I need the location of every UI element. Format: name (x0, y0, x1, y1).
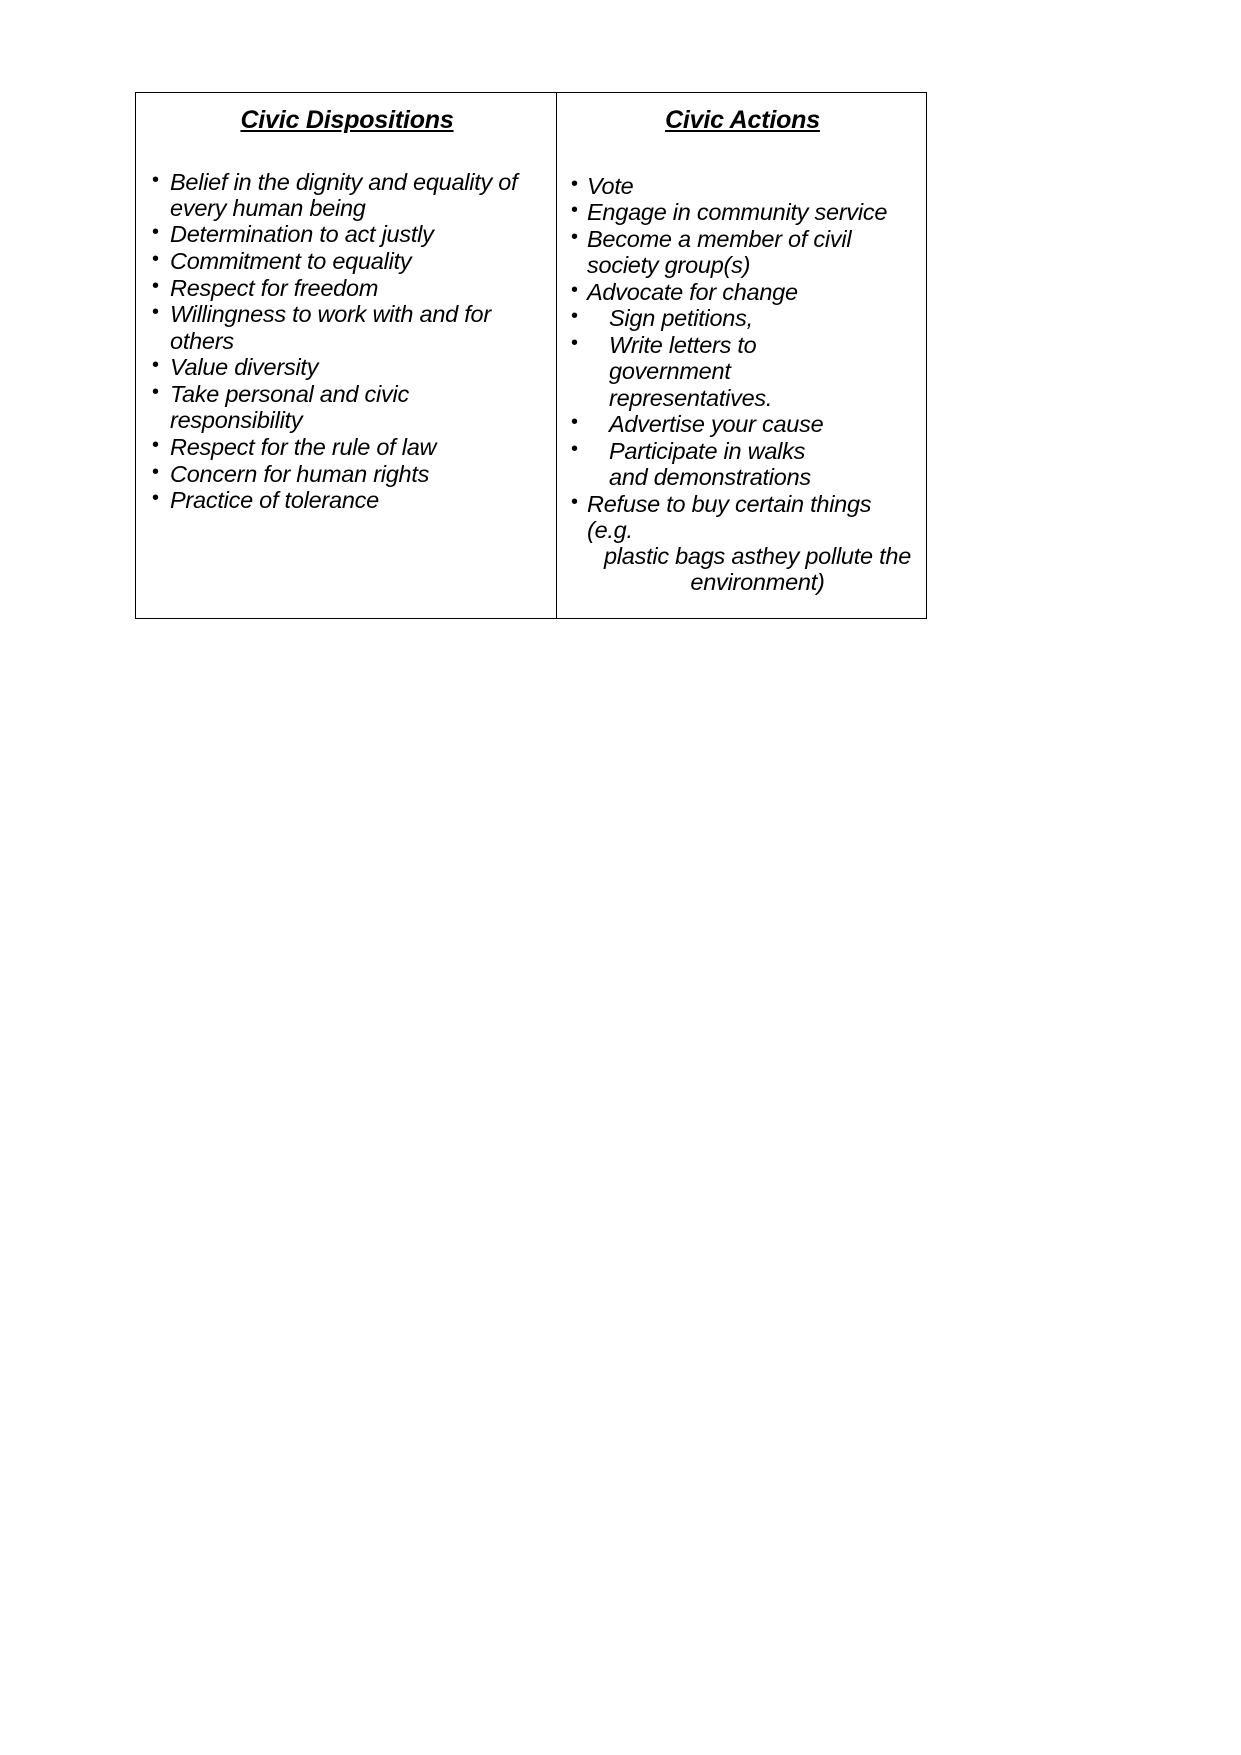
list-item-text: Respect for the rule of law (170, 433, 437, 460)
list-item-text: Become a member of civil (587, 225, 852, 252)
table-cell-civic-dispositions (136, 93, 557, 619)
civic-actions-list (567, 173, 918, 596)
civic-table (135, 92, 927, 619)
list-item (148, 487, 546, 513)
list-item-text: Take personal and civic responsibility (170, 381, 409, 434)
list-item-continuation: society group(s) (587, 252, 751, 279)
list-item (148, 275, 546, 301)
list-item (148, 221, 546, 247)
list-item (148, 248, 546, 274)
list-item (148, 354, 546, 380)
list-item (567, 438, 918, 490)
list-item (567, 332, 918, 411)
list-item-text: Write letters to (609, 332, 757, 359)
column-header-civic-dispositions: Civic Dispositions (240, 106, 454, 134)
civic-dispositions-list (148, 169, 546, 514)
list-item-continuation: environment) (690, 569, 825, 596)
list-item (567, 305, 918, 331)
list-item-text: Belief in the dignity and equality of (170, 168, 518, 195)
list-item (148, 169, 546, 221)
list-item (148, 434, 546, 460)
list-item-continuation: and demonstrations (609, 464, 811, 491)
list-item-text: Commitment to equality (170, 248, 412, 275)
table-row (136, 93, 927, 619)
list-item-text: Vote (587, 172, 634, 199)
list-item-continuation: plastic bags asthey pollute the (603, 543, 912, 570)
cell-bottom-spacer (567, 596, 918, 604)
list-item (567, 173, 918, 199)
civic-actions-cell-content (557, 93, 926, 618)
list-item (567, 226, 918, 278)
list-item (148, 381, 546, 433)
list-item-continuation: government (609, 358, 731, 385)
list-item-text: Concern for human rights (170, 460, 430, 487)
list-item (148, 461, 546, 487)
table-cell-civic-actions (557, 93, 927, 619)
list-item-text: Refuse to buy certain things (e.g. (587, 490, 872, 543)
list-item-text: Value diversity (170, 354, 319, 381)
list-item-continuation: representatives. (609, 384, 773, 411)
list-item-text: Advertise your cause (609, 411, 824, 438)
list-item (148, 301, 546, 353)
list-item (567, 279, 918, 305)
list-item-text: Advocate for change (587, 278, 798, 305)
list-item (567, 199, 918, 225)
list-item-text: Determination to act justly (170, 221, 434, 248)
list-item-continuation: every human being (170, 194, 366, 221)
civic-dispositions-cell-content (136, 93, 556, 528)
list-item-text: Sign petitions, (609, 305, 753, 332)
list-item-text: Participate in walks (609, 437, 806, 464)
list-item-text: Engage in community service (587, 199, 888, 226)
list-item-text: Willingness to work with and for others (170, 301, 491, 354)
column-header-civic-actions: Civic Actions (665, 106, 820, 134)
list-item-text: Respect for freedom (170, 274, 379, 301)
list-item-text: Practice of tolerance (170, 487, 379, 514)
list-item (567, 411, 918, 437)
list-item (567, 491, 918, 596)
